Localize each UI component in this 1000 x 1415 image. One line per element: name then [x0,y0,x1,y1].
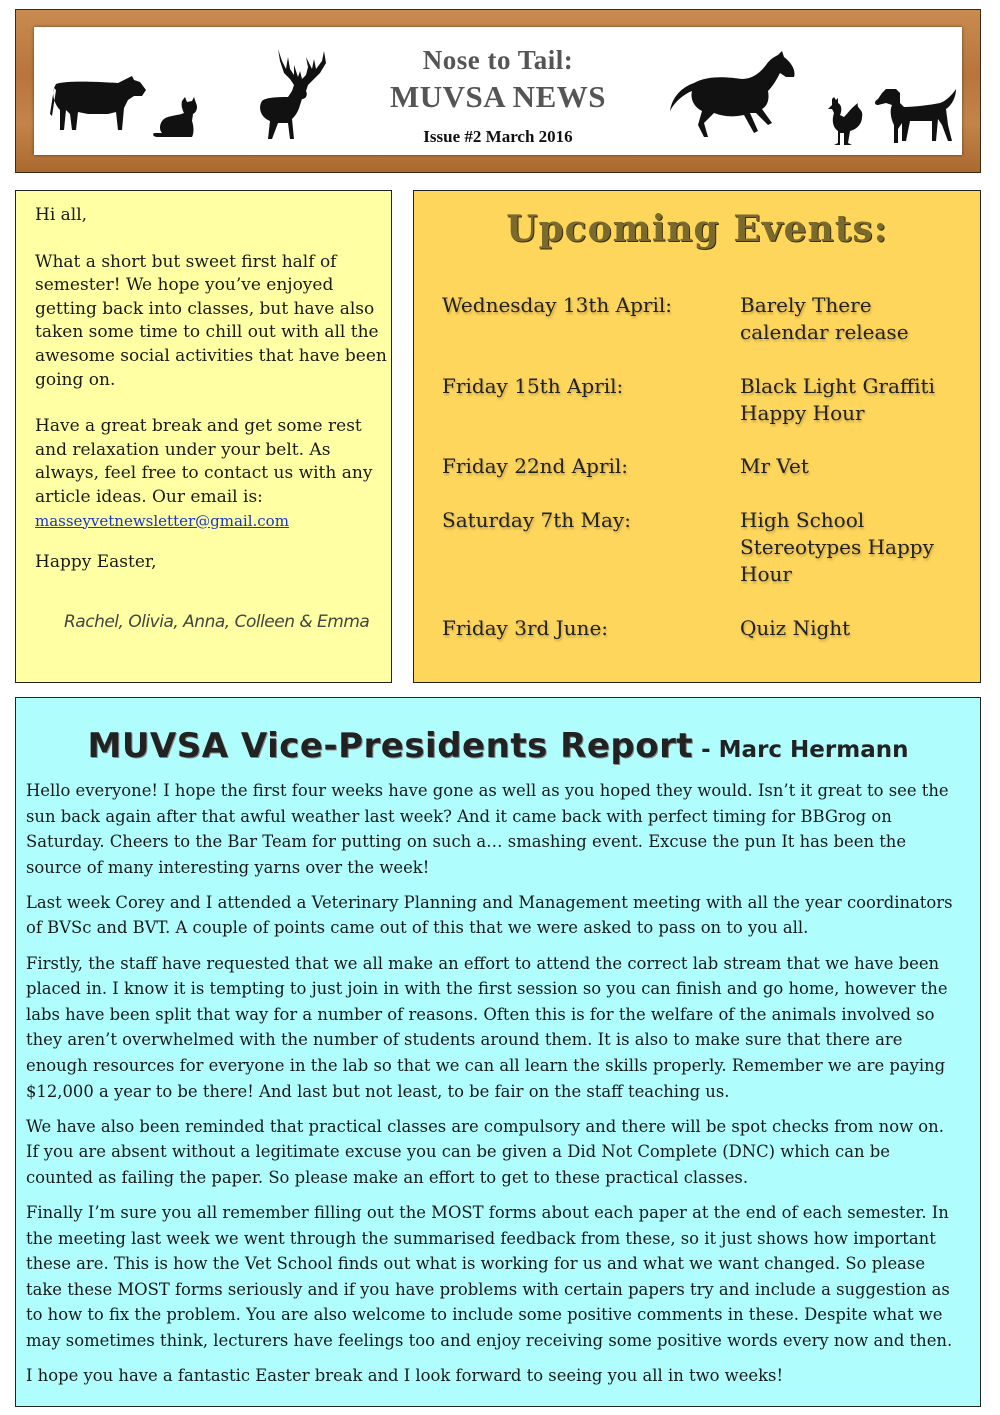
masthead-panel [34,27,962,155]
event-date: Wednesday 13th April: [442,293,672,317]
cat-icon [152,97,200,139]
email-link[interactable]: masseyvetnewsletter@gmail.com [35,511,289,530]
letter-paragraph-2 [35,415,391,530]
report-paragraph: Finally I’m sure you all remember filling out the MOST forms about each paper at the end of each semester. In the meeting last week we went through the summarised feedback from these, so it just shows how important these are. This is how the Vet School finds out what is working for us and what we want changed. So please take these MOST forms seriously and if you have problems with certain papers try and include a suggestion as to how to fix the problem. You are also welcome to include some positive comments in these. Despite what we may sometimes think, lecturers have feelings too and enjoy receiving some positive words every now and then. [26,1202,953,1350]
report-author: - Marc Hermann [693,737,909,763]
report-paragraph: Last week Corey and I attended a Veterinary Planning and Management meeting with all the year coordinators of BVSc and BVT. A couple of points came out of this that we were asked to pass on to you all. [26,892,953,938]
letter-paragraph-1: What a short but sweet first half of semester! We hope you’ve enjoyed getting back into classes, but have also taken some time to chill out with all the awesome social activities that have been going on. [35,251,387,390]
upcoming-events-panel [413,190,981,683]
deer-icon [232,45,332,141]
issue-label: Issue #2 March 2016 [423,127,573,146]
editors-letter [15,190,392,683]
newsletter-title: Nose to Tail: [422,45,574,75]
event-name: Mr Vet [740,454,809,478]
report-paragraph: Firstly, the staff have requested that we all make an effort to attend the correct lab stream that we have been placed in. I know it is tempting to just join in with the first session so you can finish and go home, however the labs have been split that way for a number of reasons. Often this is for the welfare of the animals involved so they aren’t overwhelmed with the number of students around them. It is also to make sure that there are enough resources for everyone in the lab so that we can all learn the skills properly. Remember we are paying $12,000 a year to be there! And last but not least, to be fair on the staff teaching us. [26,953,948,1101]
letter-greeting: Hi all, [35,205,88,225]
masthead-banner [15,9,981,173]
newsletter-subtitle: MUVSA NEWS [389,79,606,114]
report-title: MUVSA Vice-Presidents Report [87,726,694,766]
event-name: Barely There calendar release [740,293,909,344]
event-name: Quiz Night [740,616,851,640]
report-body [26,778,961,1398]
report-paragraph: Hello everyone! I hope the first four weeks have gone as well as you hoped they would. Isn’t it great to see the sun back again after that awful weather last week? And it came back with perfect timing for BBGrog on Saturday. Cheers to the Bar Team for putting on such a… smashing event. Excuse the pun It has been the source of many interesting yarns over the week! [26,781,949,877]
event-name: High School Stereotypes Happy Hour [740,508,934,586]
events-heading: Upcoming Events: [506,208,888,250]
editors-signature: Rachel, Olivia, Anna, Colleen & Emma [64,612,370,632]
event-date: Friday 15th April: [442,374,624,398]
dog-icon [874,85,960,147]
letter-paragraph-2-text: Have a great break and get some rest and relaxation under your belt. As always, feel free to contact us with any article ideas. Our email is: [35,416,373,507]
rooster-icon [822,97,866,147]
report-heading [16,726,980,766]
event-date: Friday 3rd June: [442,616,609,640]
letter-closing: Happy Easter, [35,551,157,572]
report-paragraph: We have also been reminded that practical classes are compulsory and there will be spot checks from now on. If you are absent without a legitimate excuse you can be given a Did Not Complete (DNC) which can be counted as failing the paper. So please make an effort to get to these practical classes. [26,1116,944,1187]
cow-icon [48,74,150,134]
report-paragraph: I hope you have a fantastic Easter break and I look forward to seeing you all in two weeks! [26,1365,784,1385]
vice-president-report [15,697,981,1407]
event-name: Black Light Graffiti Happy Hour [740,374,935,425]
event-date: Friday 22nd April: [442,454,629,478]
event-date: Saturday 7th May: [442,508,631,532]
horse-icon [668,51,798,141]
